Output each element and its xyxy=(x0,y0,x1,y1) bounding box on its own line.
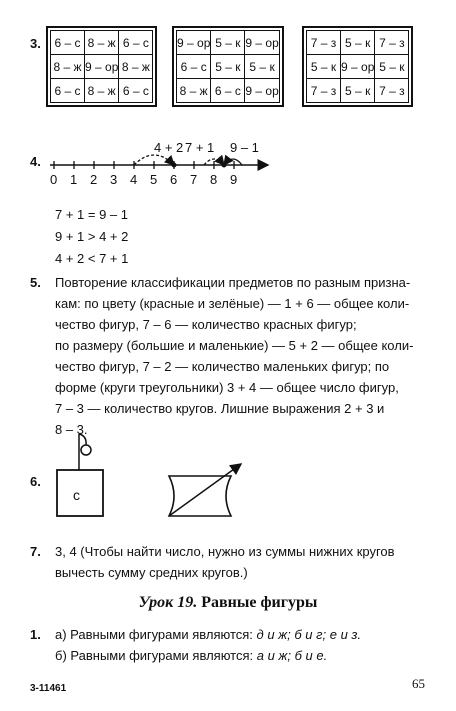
task6-number: 6. xyxy=(30,474,41,489)
footer-code: 3-11461 xyxy=(30,683,67,694)
table-cell: 5 – к xyxy=(375,55,409,79)
table-cell: 5 – к xyxy=(341,31,375,55)
task6-drawing xyxy=(55,430,255,530)
table-cell: 5 – к xyxy=(307,55,341,79)
equation-3: 4 + 2 < 7 + 1 xyxy=(55,251,129,266)
arc-9-minus-1 xyxy=(224,159,242,165)
task1-line-b: б) Равными фигурами являются: а и ж; б и е. xyxy=(55,648,328,663)
table-cell: 6 – с xyxy=(211,79,245,103)
table-cell: 5 – к xyxy=(245,55,279,79)
equation-2: 9 + 1 > 4 + 2 xyxy=(55,229,129,244)
table-row xyxy=(177,55,280,79)
task1-answer-b: а и ж; б и е. xyxy=(256,648,328,663)
task7-number: 7. xyxy=(30,544,41,559)
table-cell: 9 – ор xyxy=(245,79,279,103)
table-row xyxy=(51,55,153,79)
table-cell: 9 – ор xyxy=(85,55,119,79)
task5-line-8: 8 – 3. xyxy=(55,422,88,437)
task6-figures xyxy=(55,430,255,530)
table-row xyxy=(51,31,153,55)
task5-number: 5. xyxy=(30,275,41,290)
table-cell: 6 – с xyxy=(51,79,85,103)
number-line-ticks xyxy=(46,172,286,192)
lesson-title-bold: Равные фигуры xyxy=(201,594,318,611)
tick-label: 2 xyxy=(90,172,98,187)
table-cell: 8 – ж xyxy=(119,55,153,79)
task5-line-7: 7 – 3 — количество кругов. Лишние выражения 2 + 3 и xyxy=(55,401,385,416)
lesson-title-italic: Урок 19. xyxy=(138,594,198,611)
table-cell: 5 – к xyxy=(211,55,245,79)
task7-line-1: 3, 4 (Чтобы найти число, нужно из суммы нижних кругов xyxy=(55,544,395,559)
task1-text xyxy=(55,624,435,666)
table-cell: 7 – з xyxy=(307,31,341,55)
task4-number: 4. xyxy=(30,154,41,169)
table-cell: 8 – ж xyxy=(85,79,119,103)
task4-equations xyxy=(55,204,128,270)
task5-line-6: форме (круги треугольники) 3 + 4 — общее число фигур, xyxy=(55,380,399,395)
table-cell: 6 – с xyxy=(51,31,85,55)
pendant-ring xyxy=(81,445,91,455)
table-row xyxy=(307,79,409,103)
tick-label: 6 xyxy=(170,172,178,187)
task5-line-5: чество фигур, 7 – 2 — количество маленьких фигур; по xyxy=(55,359,390,374)
table-cell: 6 – с xyxy=(119,31,153,55)
equation-1: 7 + 1 = 9 – 1 xyxy=(55,207,129,222)
arc-label-2: 7 + 1 xyxy=(185,140,215,155)
table-cell: 5 – к xyxy=(341,79,375,103)
task5-line-4: по размеру (большие и маленькие) — 5 + 2 — общее коли- xyxy=(55,338,414,353)
table-cell: 9 – ор xyxy=(177,31,211,55)
table-cell: 9 – ор xyxy=(245,31,279,55)
table-cell: 7 – з xyxy=(375,31,409,55)
task3-number: 3. xyxy=(30,36,41,51)
square-shape xyxy=(57,470,103,516)
tick-label: 1 xyxy=(70,172,78,187)
task3-table-2 xyxy=(172,26,284,107)
point-6 xyxy=(172,163,177,168)
tick-label: 9 xyxy=(230,172,238,187)
task7-line-2: вычесть сумму средних кругов.) xyxy=(55,565,248,580)
table-cell: 9 – ор xyxy=(341,55,375,79)
square-label: с xyxy=(73,487,80,503)
point-8 xyxy=(222,163,227,168)
lesson-title xyxy=(0,594,456,612)
tick-label: 8 xyxy=(210,172,218,187)
arc-label-1: 4 + 2 xyxy=(154,140,184,155)
table-cell: 6 – с xyxy=(119,79,153,103)
table-row xyxy=(51,79,153,103)
table-cell: 8 – ж xyxy=(177,79,211,103)
task5-paragraph xyxy=(55,272,427,440)
page-number: 65 xyxy=(412,676,425,691)
task5-line-2: кам: по цвету (красные и зелёные) — 1 + 6 — общее коли- xyxy=(55,296,410,311)
tick-label: 7 xyxy=(190,172,198,187)
task5-line-1: Повторение классификации предметов по разным призна- xyxy=(55,275,411,290)
table-row xyxy=(177,31,280,55)
task5-line-3: чество фигур, 7 – 6 — количество красных фигур; xyxy=(55,317,357,332)
table-cell: 8 – ж xyxy=(51,55,85,79)
table-cell: 7 – з xyxy=(375,79,409,103)
tick-label: 4 xyxy=(130,172,138,187)
task3-table-1 xyxy=(46,26,157,107)
task1-number: 1. xyxy=(30,627,41,642)
table-cell: 7 – з xyxy=(307,79,341,103)
task1-answer-a: д и ж; б и г; е и з. xyxy=(256,627,362,642)
tick-label: 5 xyxy=(150,172,158,187)
table-cell: 5 – к xyxy=(211,31,245,55)
table-cell: 6 – с xyxy=(177,55,211,79)
diagonal-arrow xyxy=(169,464,241,516)
table-cell: 8 – ж xyxy=(85,31,119,55)
task7-text xyxy=(55,541,430,583)
tick-label: 3 xyxy=(110,172,118,187)
task1-line-a: а) Равными фигурами являются: д и ж; б и г; е и з. xyxy=(55,627,362,642)
task3-table-3 xyxy=(302,26,413,107)
table-row xyxy=(307,31,409,55)
table-row xyxy=(307,55,409,79)
tick-label: 0 xyxy=(50,172,58,187)
arc-label-3: 9 – 1 xyxy=(230,140,259,155)
table-row xyxy=(177,79,280,103)
